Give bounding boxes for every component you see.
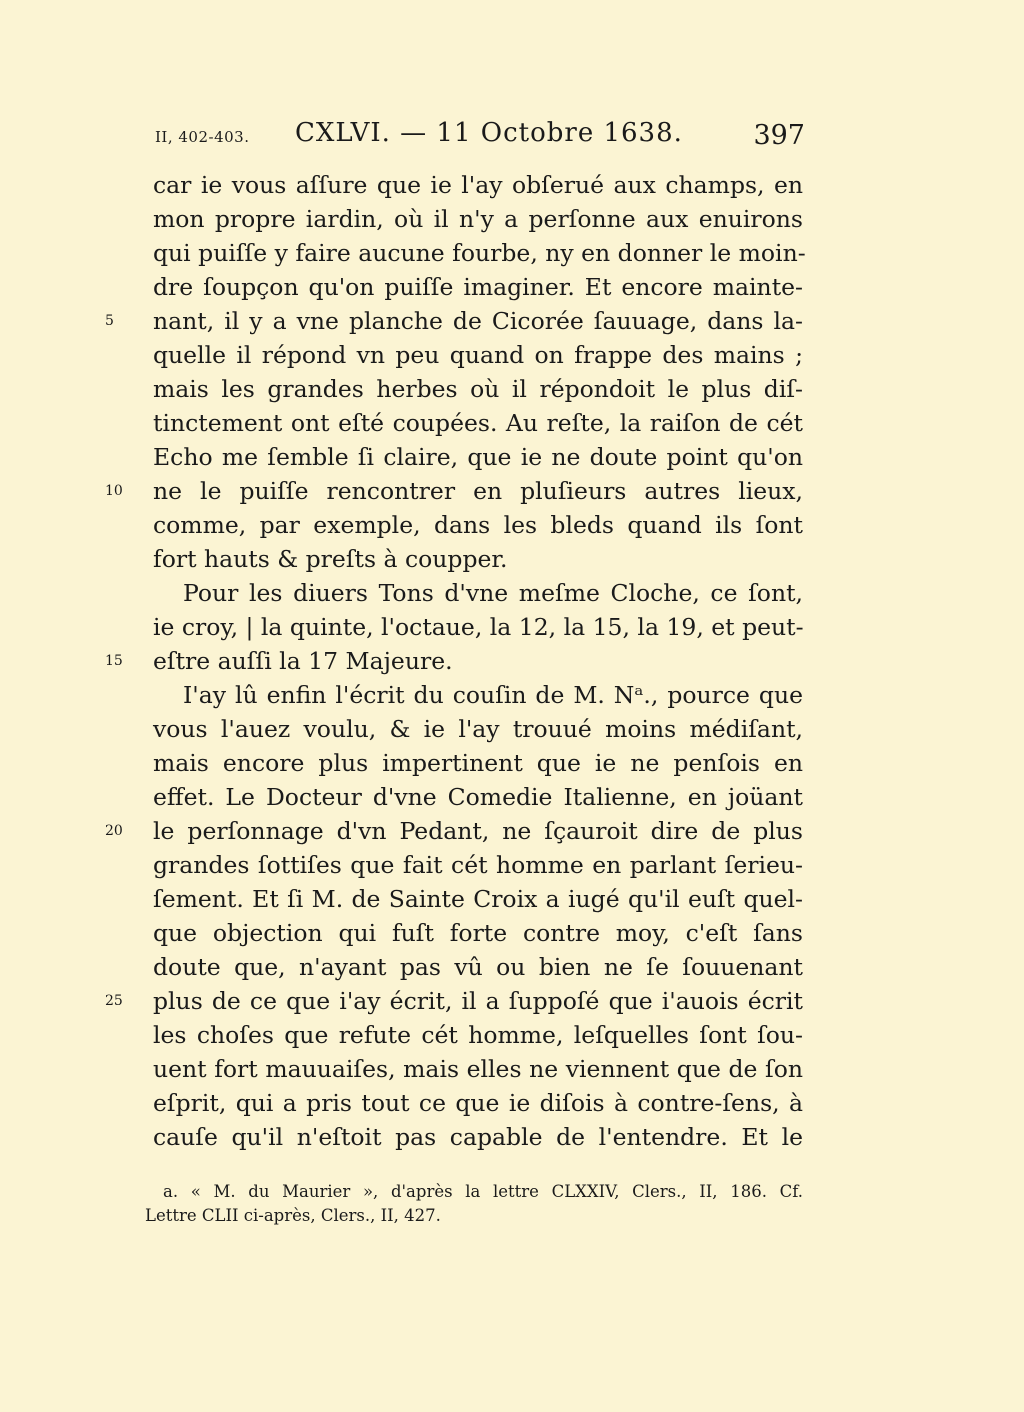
line-text: grandes ſottiſes que fait cét homme en parlant ſerieu-	[153, 851, 803, 879]
volume-page-reference: II, 402-403.	[155, 128, 250, 146]
line-text: cauſe qu'il n'eſtoit pas capable de l'entendre. Et le	[153, 1123, 803, 1151]
letter-heading: CXLVI. — 11 Octobre 1638.	[295, 118, 683, 148]
line-text: tinctement ont eſté coupées. Au reſte, la raiſon de cét	[153, 409, 803, 437]
line-text: Pour les diuers Tons d'vne meſme Cloche, ce ſont,	[183, 579, 803, 607]
text-line	[153, 202, 803, 236]
text-line	[153, 236, 806, 270]
text-line	[153, 950, 803, 984]
line-text: le perſonnage d'vn Pedant, ne ſçauroit dire de plus	[153, 817, 803, 845]
line-text: vous l'auez voulu, & ie l'ay trouué moins médiſant,	[153, 715, 803, 743]
line-text: mon propre iardin, où il n'y a perſonne aux enuirons	[153, 205, 803, 233]
text-line	[153, 406, 803, 440]
text-line	[105, 304, 803, 338]
line-text: fort hauts & preſts à coupper.	[153, 545, 508, 573]
line-text: les choſes que refute cét homme, leſquelles ſont ſou-	[153, 1021, 803, 1049]
text-line	[105, 474, 803, 508]
text-line	[153, 1018, 803, 1052]
line-text: car ie vous aſſure que ie l'ay obſerué aux champs, en	[153, 171, 803, 199]
line-number: 10	[105, 483, 123, 499]
line-text: dre ſoupçon qu'on puiſſe imaginer. Et encore mainte-	[153, 273, 803, 301]
text-line	[153, 848, 803, 882]
line-text: quelle il répond vn peu quand on frappe des mains ;	[153, 341, 803, 369]
footnote-line: Lettre CLII ci-après, Clers., II, 427.	[145, 1206, 441, 1225]
line-text: eſprit, qui a pris tout ce que ie diſois à contre-ſens, à	[153, 1089, 803, 1117]
page-number: 397	[753, 120, 805, 151]
line-text: doute que, n'ayant pas vû ou bien ne ſe ſouuenant	[153, 953, 803, 981]
text-line	[153, 712, 803, 746]
line-text: Echo me ſemble ſi claire, que ie ne doute point qu'on	[153, 443, 803, 471]
text-line	[105, 984, 803, 1018]
footnote-line: a. « M. du Maurier », d'après la lettre CLXXIV, Clers., II, 186. Cf.	[163, 1182, 803, 1201]
text-line	[153, 1086, 803, 1120]
text-line	[153, 168, 803, 202]
line-number: 5	[105, 313, 114, 329]
text-line	[105, 814, 803, 848]
text-line	[153, 746, 803, 780]
text-line	[153, 1120, 803, 1154]
line-text: ſement. Et ſi M. de Sainte Croix a iugé qu'il euſt quel-	[153, 885, 803, 913]
text-line	[153, 542, 803, 576]
line-text: nant, il y a vne planche de Cicorée ſauuage, dans la-	[153, 307, 803, 335]
page-header	[155, 118, 805, 158]
letter-body	[105, 168, 806, 1154]
line-text: qui puiſſe y faire aucune fourbe, ny en donner le moin-	[153, 239, 806, 267]
line-text: effet. Le Docteur d'vne Comedie Italienne, en joüant	[153, 783, 803, 811]
line-text: ie croy, | la quinte, l'octaue, la 12, la 15, la 19, et peut-	[153, 613, 804, 641]
text-line	[153, 576, 803, 610]
line-text: ne le puiſſe rencontrer en pluſieurs autres lieux,	[153, 477, 803, 505]
line-text: mais encore plus impertinent que ie ne penſois en	[153, 749, 803, 777]
text-line	[153, 440, 803, 474]
text-line	[153, 508, 803, 542]
line-text: comme, par exemple, dans les bleds quand ils ſont	[153, 511, 803, 539]
line-text: uent fort mauuaiſes, mais elles ne viennent que de ſon	[153, 1055, 803, 1083]
text-line	[153, 372, 803, 406]
line-number: 20	[105, 823, 123, 839]
text-line	[153, 338, 803, 372]
text-line	[153, 780, 803, 814]
line-text: eſtre auſſi la 17 Majeure.	[153, 647, 453, 675]
text-line	[153, 270, 803, 304]
line-text: que objection qui fuſt forte contre moy, c'eſt ſans	[153, 919, 803, 947]
text-line	[153, 882, 803, 916]
footnotes	[145, 1180, 803, 1228]
text-line	[153, 1052, 803, 1086]
line-number: 15	[105, 653, 123, 669]
text-line	[105, 644, 803, 678]
line-text: I'ay lû enfin l'écrit du couſin de M. Nᵃ., pource que	[183, 681, 803, 709]
line-number: 25	[105, 993, 123, 1009]
text-line	[153, 916, 803, 950]
line-text: plus de ce que i'ay écrit, il a ſuppoſé que i'auois écrit	[153, 987, 803, 1015]
line-text: mais les grandes herbes où il répondoit le plus diſ-	[153, 375, 803, 403]
text-line	[153, 610, 803, 644]
text-line	[153, 678, 803, 712]
